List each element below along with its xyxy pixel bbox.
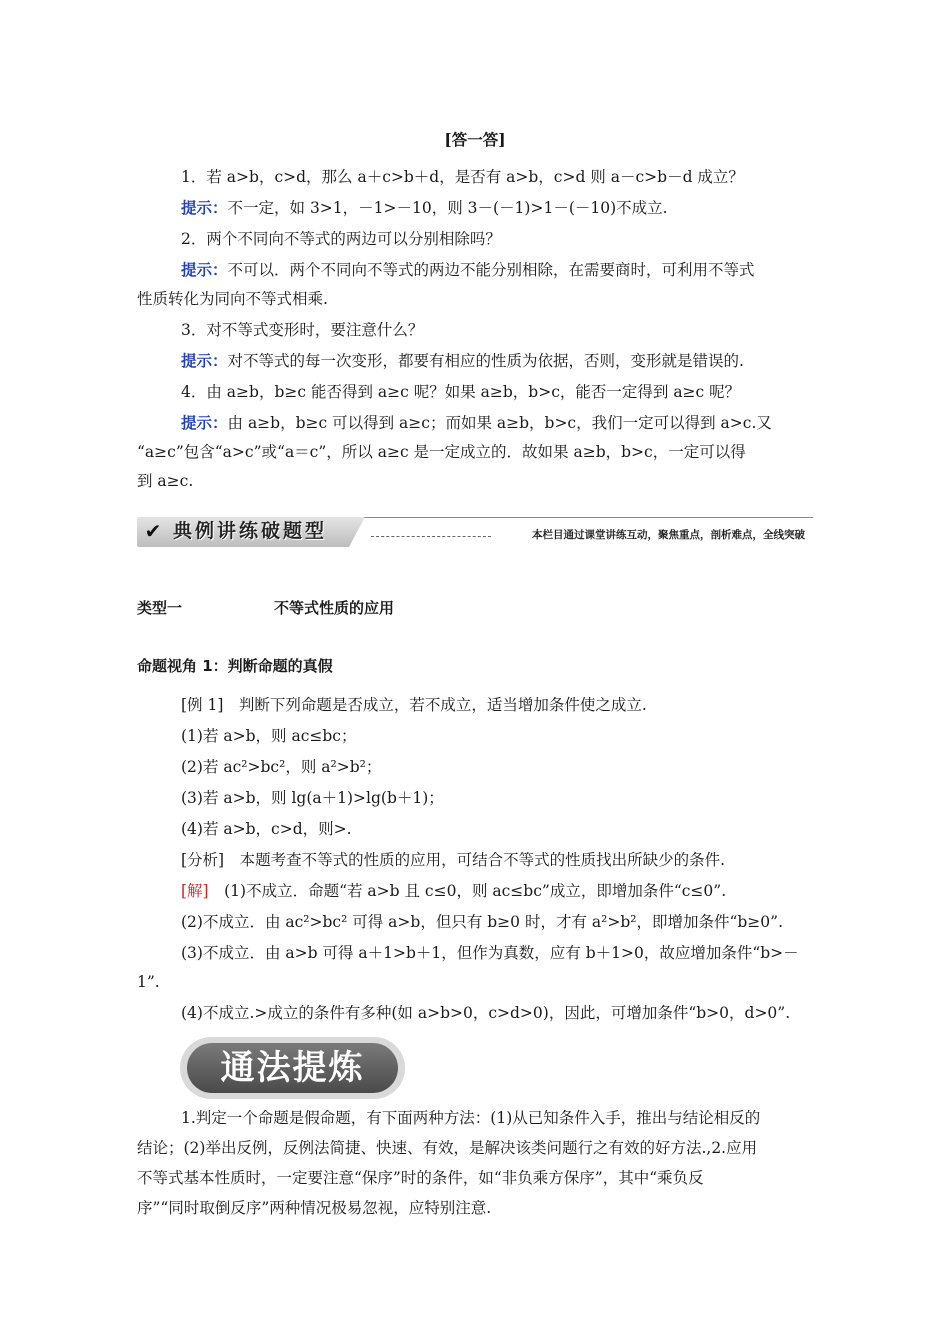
section-banner	[137, 515, 813, 549]
question-2: 2．两个不同向不等式的两边可以分别相除吗？	[181, 230, 501, 248]
example-item-4: (4)若 a>b，c>d，则>.	[181, 820, 352, 838]
example-item-2: (2)若 ac²>bc²，则 a²>b²；	[181, 758, 382, 776]
method-line-3: 不等式基本性质时，一定要注意“保序”时的条件，如“非负乘方保序”，其中“乘负反	[137, 1169, 704, 1187]
question-1: 1．若 a>b，c>d，那么 a＋c>b＋d，是否有 a>b，c>d 则 a－c>b－d 成立？	[181, 168, 744, 186]
hint-3	[137, 350, 813, 372]
hint-label: 提示：	[181, 351, 228, 370]
solution-label: [解]	[181, 882, 209, 900]
hint-label: 提示：	[181, 260, 228, 279]
banner-note: 本栏目通过课堂讲练互动，聚焦重点，剖析难点，全线突破	[532, 529, 805, 541]
hint-4-cont: 到 a≥c.	[137, 472, 194, 490]
hint-2	[137, 259, 813, 281]
banner-rule	[337, 517, 813, 518]
solution-2: (2)不成立．由 ac²>bc² 可得 a>b，但只有 b≥0 时，才有 a²>b²，即增加条件“b≥0”.	[181, 913, 784, 931]
checkmark-icon: ✔	[144, 519, 162, 543]
type-heading	[137, 597, 813, 619]
hint-1	[137, 197, 813, 219]
hint-label: 提示：	[181, 198, 228, 217]
method-badge	[180, 1037, 405, 1099]
hint-4-cont: “a≥c”包含“a>c”或“a＝c”，所以 a≥c 是一定成立的．故如果 a≥b，b>c，一定可以得	[137, 443, 746, 461]
question-3: 3．对不等式变形时，要注意什么？	[181, 321, 424, 339]
example-analysis: [分析] 本题考查不等式的性质的应用，可结合不等式的性质找出所缺少的条件.	[181, 851, 726, 869]
example-item-1: (1)若 a>b，则 ac≤bc；	[181, 727, 357, 745]
type-title: 不等式性质的应用	[274, 599, 395, 617]
method-line-2: 结论；(2)举出反例，反例法简捷、快速、有效，是解决该类问题行之有效的好方法.,2.应用	[137, 1139, 758, 1157]
qa-title: [答一答]	[444, 130, 506, 149]
method-line-4: 序”“同时取倒反序”两种情况极易忽视，应特别注意.	[137, 1199, 492, 1217]
hint-text: 不可以．两个不同向不等式的两边不能分别相除，在需要商时，可利用不等式	[227, 261, 755, 279]
question-4: 4．由 a≥b，b≥c 能否得到 a≥c 呢？如果 a≥b，b>c，能否一定得到 a≥c 呢？	[181, 383, 741, 401]
solution-4: (4)不成立.>成立的条件有多种(如 a>b>0，c>d>0)，因此，可增加条件“b>0，d>0”.	[181, 1004, 791, 1022]
solution-1	[137, 880, 813, 902]
hint-text: 不一定，如 3>1，－1>－10，则 3－(－1)>1－(－10)不成立.	[227, 199, 668, 217]
banner-divider	[371, 536, 491, 537]
method-line-1: 1.判定一个命题是假命题，有下面两种方法：(1)从已知条件入手，推出与结论相反的	[181, 1109, 761, 1127]
example-intro: [例 1] 判断下列命题是否成立，若不成立，适当增加条件使之成立.	[181, 696, 647, 714]
hint-label: 提示：	[181, 413, 228, 432]
hint-4	[137, 412, 813, 434]
banner-title: 典例讲练破题型	[173, 520, 328, 542]
type-label: 类型一	[137, 599, 183, 617]
solution-3: (3)不成立．由 a>b 可得 a＋1>b＋1，但作为真数，应有 b＋1>0，故应增加条件“b>－	[181, 944, 799, 962]
solution-text: (1)不成立．命题“若 a>b 且 c≤0，则 ac≤bc”成立，即增加条件“c≤0”.	[208, 882, 727, 900]
example-item-3: (3)若 a>b，则 lg(a＋1)>lg(b＋1)；	[181, 789, 444, 807]
hint-text: 对不等式的每一次变形，都要有相应的性质为依据，否则，变形就是错误的.	[227, 352, 744, 370]
badge-title: 通法提炼	[220, 1048, 365, 1088]
hint-2-cont: 性质转化为同向不等式相乘.	[137, 290, 328, 308]
solution-3-cont: 1”.	[137, 973, 160, 991]
hint-text: 由 a≥b，b≥c 可以得到 a≥c；而如果 a≥b，b>c，我们一定可以得到 a>c.又	[227, 414, 772, 432]
sub-heading: 命题视角 1：判断命题的真假	[137, 657, 333, 675]
